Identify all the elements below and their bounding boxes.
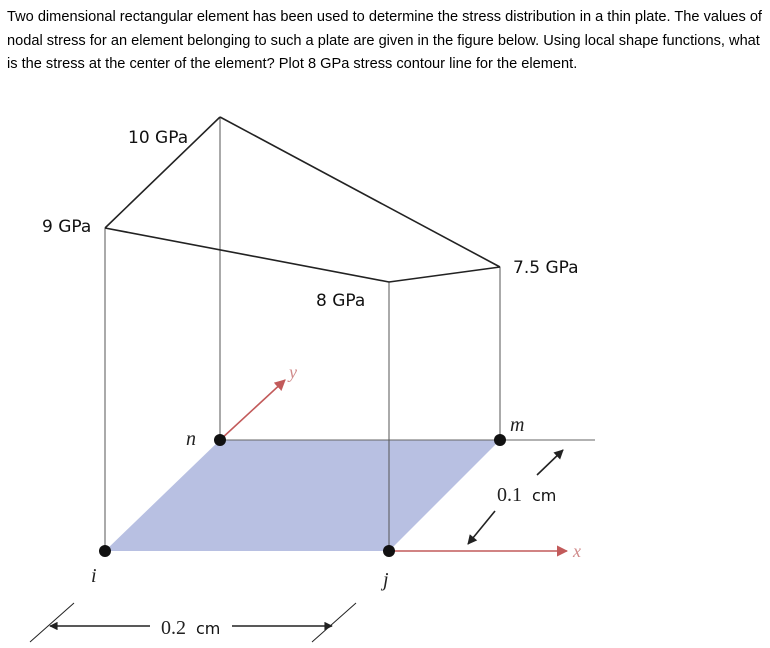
width-dim-unit: cm [196,619,221,638]
problem-statement: Two dimensional rectangular element has been used to determine the stress distribution in a thin plate. The values of nodal stress for an element belonging to such a plate are given in the figure below. Using local shape functions, what is the stress at the center of the element? Plot 8 GPa stress contour line for the element. [7,9,762,73]
stress-label-i: 9 GPa [42,217,92,237]
axis-label-y: y [289,362,297,382]
width-dim-tick-left [30,603,74,642]
axis-label-x: x [573,541,581,561]
width-dim-tick-right [312,603,356,642]
height-dim-unit: cm [532,486,557,505]
node-label-j: j [383,569,389,591]
stress-surface-edge-mj [389,267,500,282]
node-m [494,434,506,446]
height-dim-arrow-bottom [468,511,495,544]
element-face [105,440,500,551]
node-j [383,545,395,557]
y-axis-arrow [220,380,285,440]
node-i [99,545,111,557]
stress-label-j: 8 GPa [316,291,366,311]
stress-surface-edge-ji [105,228,389,282]
stress-label-m: 7.5 GPa [513,258,579,278]
height-dim-value: 0.1 [497,484,522,506]
height-dim-arrow-top [537,450,563,475]
node-label-n: n [186,428,196,450]
stress-label-n: 10 GPa [128,128,189,148]
node-label-m: m [510,414,525,436]
height-dim-label [497,484,556,506]
width-dim-label [161,617,220,639]
node-label-i: i [91,565,97,587]
node-n [214,434,226,446]
width-dim-value: 0.2 [161,617,186,639]
stress-surface-edge-nm [220,117,500,267]
